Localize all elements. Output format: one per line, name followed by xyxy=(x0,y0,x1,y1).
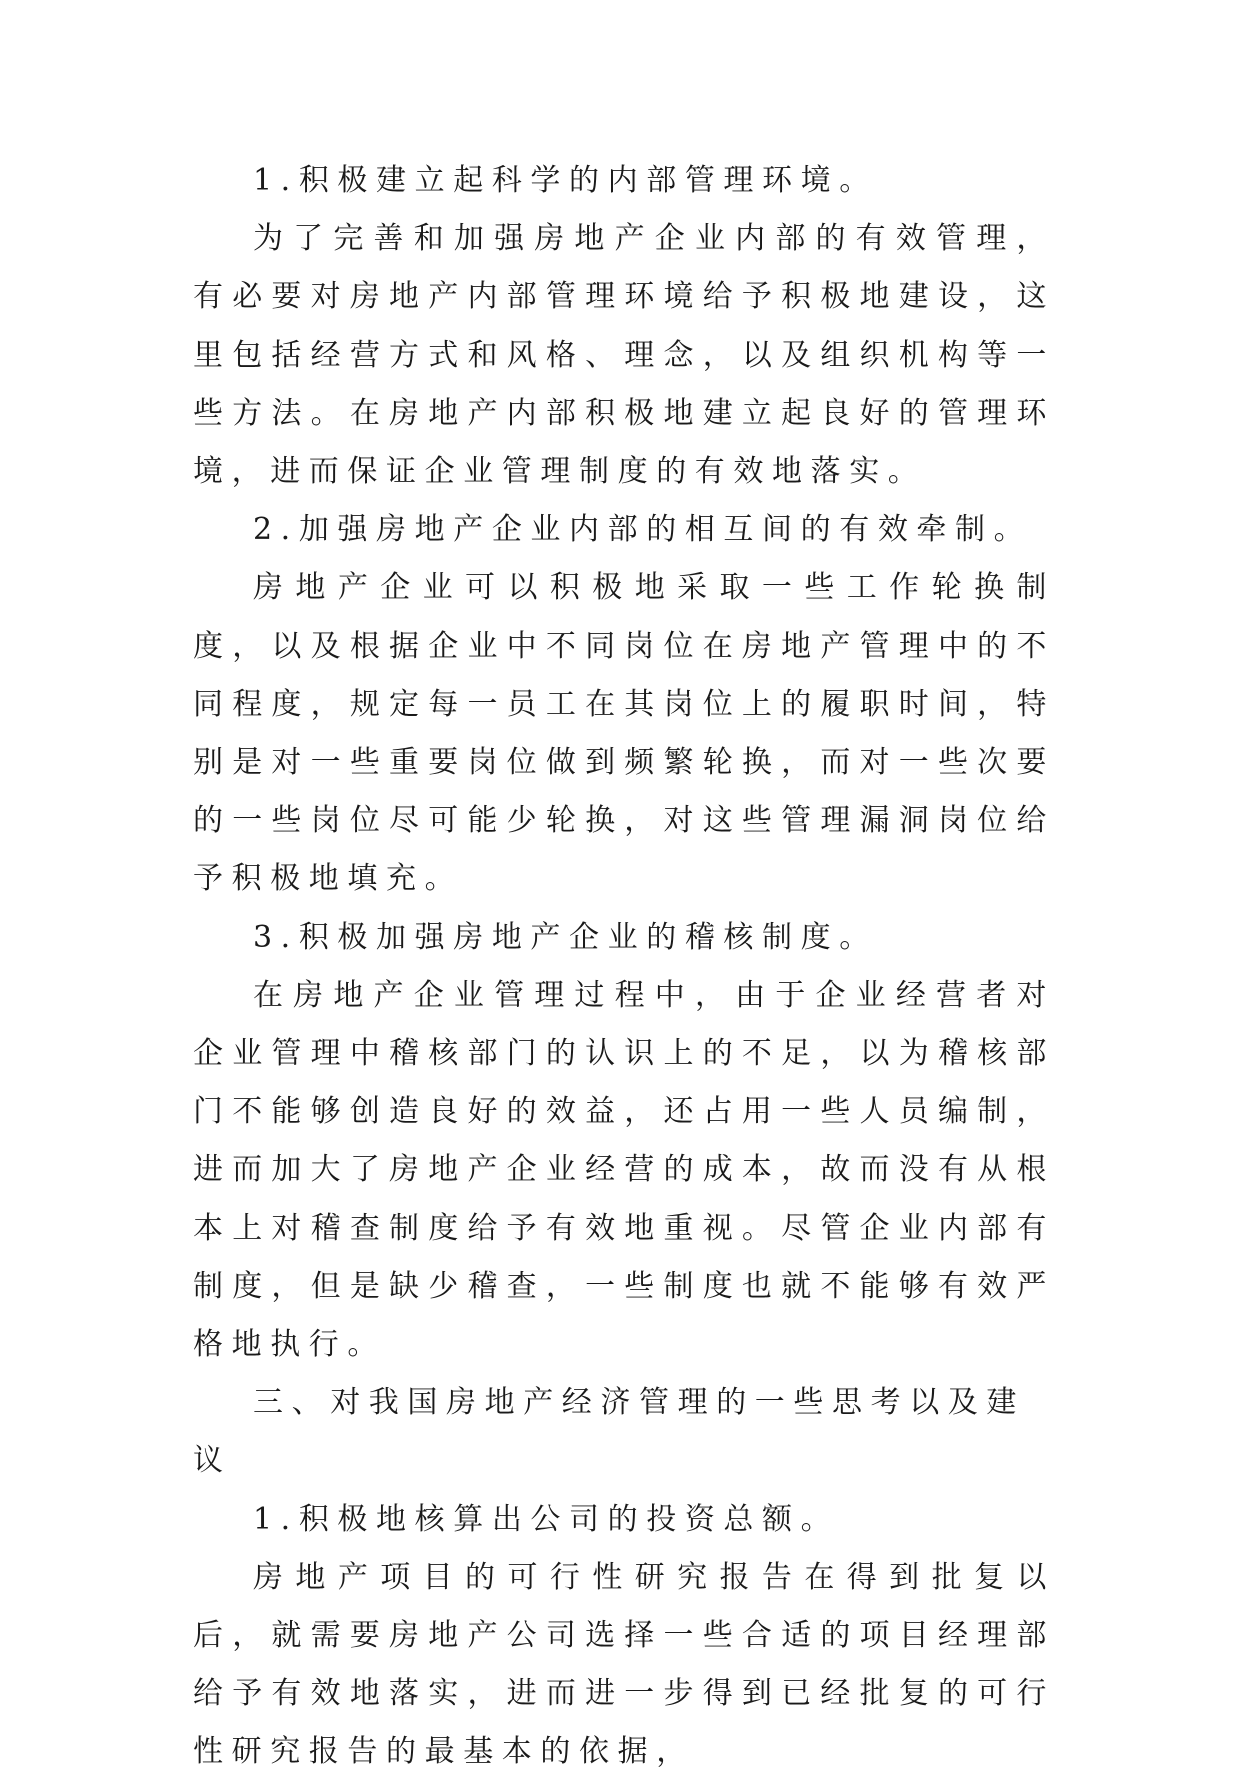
paragraph-management-environment: 为了完善和加强房地产企业内部的有效管理，有必要对房地产内部管理环境给予积极地建设，这里包括经营方式和风格、理念，以及组织机构等一些方法。在房地产内部积极地建立起良好的管理环境，进而保证企业管理制度的有效地落实。 xyxy=(193,221,1055,490)
chapter-heading-3: 三、对我国房地产经济管理的一些思考以及建议 xyxy=(193,1385,1025,1479)
paragraph-investment-total: 房地产项目的可行性研究报告在得到批复以后，就需要房地产公司选择一些合适的项目经理部给予有效地落实，进而进一步得到已经批复的可行性研究报告的最基本的依据， xyxy=(193,1559,1055,1770)
document-page xyxy=(193,152,1055,1782)
section-heading-3: 3.积极加强房地产企业的稽核制度。 xyxy=(253,919,878,955)
section-heading-2: 2.加强房地产企业内部的相互间的有效牵制。 xyxy=(253,512,1033,548)
paragraph-job-rotation: 房地产企业可以积极地采取一些工作轮换制度，以及根据企业中不同岗位在房地产管理中的不同程度，规定每一员工在其岗位上的履职时间，特别是对一些重要岗位做到频繁轮换，而对一些次要的一些岗位尽可能少轮换，对这些管理漏洞岗位给予积极地填充。 xyxy=(193,570,1055,897)
section-heading-1: 1.积极建立起科学的内部管理环境。 xyxy=(253,163,878,198)
subsection-heading-1: 1.积极地核算出公司的投资总额。 xyxy=(253,1501,840,1537)
paragraph-audit-system: 在房地产企业管理过程中，由于企业经营者对企业管理中稽核部门的认识上的不足，以为稽核部门不能够创造良好的效益，还占用一些人员编制，进而加大了房地产企业经营的成本，故而没有从根本上对稽查制度给予有效地重视。尽管企业内部有制度，但是缺少稽查，一些制度也就不能够有效严格地执行。 xyxy=(193,977,1055,1363)
